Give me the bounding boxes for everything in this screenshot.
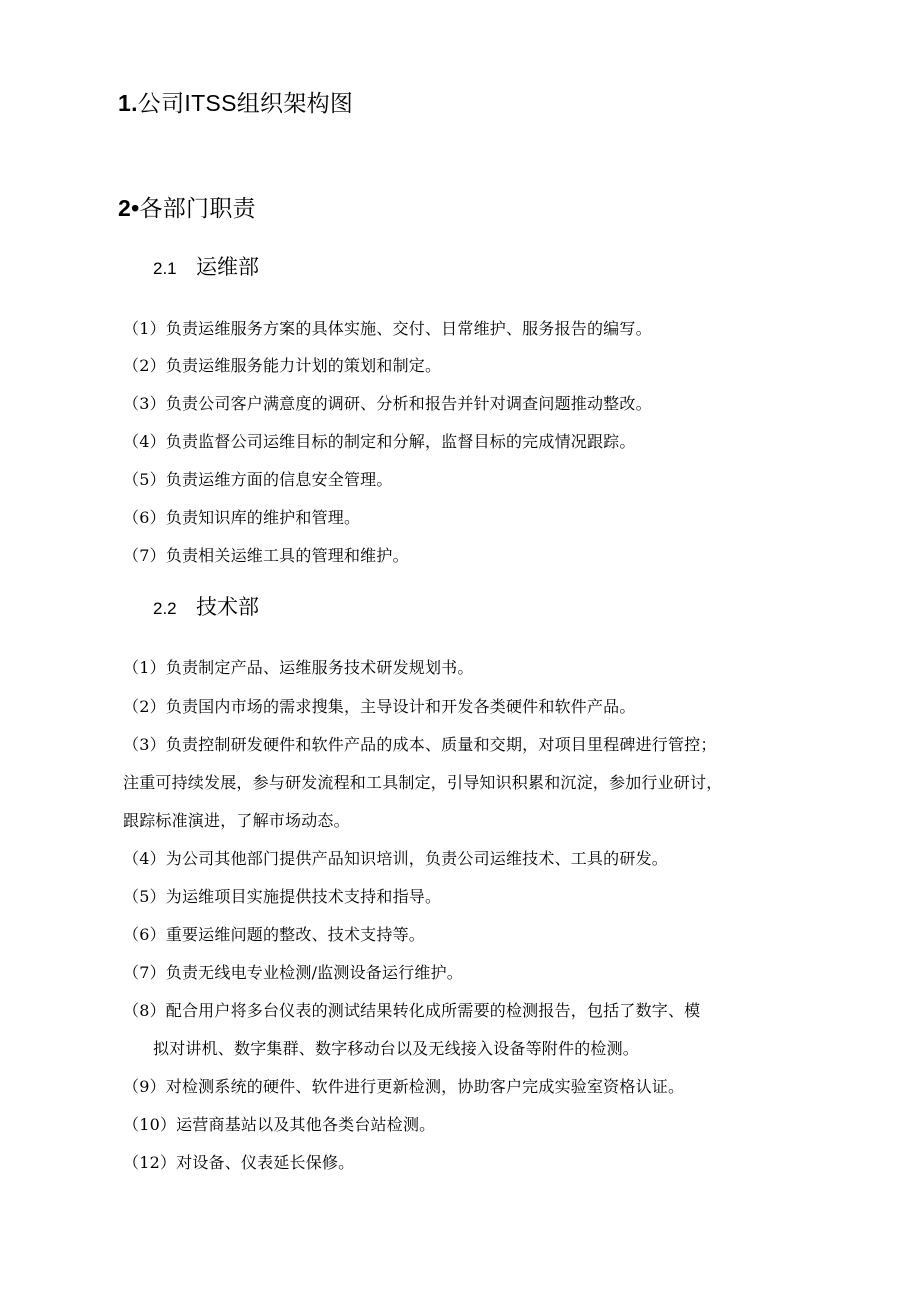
section-number: 2.2 (153, 599, 177, 618)
heading-1 (118, 88, 353, 118)
list-item: （1）负责运维服务方案的具体实施、交付、日常维护、服务报告的编写。 (123, 319, 652, 338)
list-item: （1）负责制定产品、运维服务技术研发规划书。 (123, 658, 474, 677)
heading-2 (118, 193, 256, 223)
list-item: （2）负责运维服务能力计划的策划和制定。 (123, 356, 442, 375)
list-item: （3）负责控制研发硬件和软件产品的成本、质量和交期，对项目里程碑进行管控； (123, 735, 717, 754)
list-item: （6）重要运维问题的整改、技术支持等。 (123, 925, 425, 944)
section-title: 运维部 (196, 256, 259, 279)
list-item: （4）为公司其他部门提供产品知识培训，负责公司运维技术、工具的研发。 (123, 849, 668, 868)
heading-1-number: 1 (118, 90, 132, 116)
list-item: （5）负责运维方面的信息安全管理。 (123, 470, 393, 489)
list-item: （2）负责国内市场的需求搜集，主导设计和开发各类硬件和软件产品。 (123, 697, 636, 716)
list-item: （6）负责知识库的维护和管理。 (123, 508, 361, 527)
list-item: （9）对检测系统的硬件、软件进行更新检测，协助客户完成实验室资格认证。 (123, 1077, 685, 1096)
list-item: （8）配合用户将多台仪表的测试结果转化成所需要的检测报告，包括了数字、模 (123, 1001, 701, 1020)
list-item-continuation: 拟对讲机、数字集群、数字移动台以及无线接入设备等附件的检测。 (153, 1039, 640, 1058)
list-item-continuation: 跟踪标准演进，了解市场动态。 (123, 811, 350, 830)
section-heading-operations (153, 254, 259, 283)
list-item: （3）负责公司客户满意度的调研、分析和报告并针对调查问题推动整改。 (123, 394, 652, 413)
list-item: （12）对设备、仪表延长保修。 (123, 1153, 355, 1172)
heading-1-separator: . (131, 90, 138, 116)
heading-2-text: 各部门职责 (139, 195, 256, 221)
list-item: （5）为运维项目实施提供技术支持和指导。 (123, 887, 442, 906)
list-item: （7）负责无线电专业检测/监测设备运行维护。 (123, 963, 463, 982)
heading-2-number: 2 (118, 195, 132, 221)
heading-1-text: 公司ITSS组织架构图 (137, 90, 354, 116)
list-item: （4）负责监督公司运维目标的制定和分解，监督目标的完成情况跟踪。 (123, 432, 636, 451)
list-item-continuation: 注重可持续发展，参与研发流程和工具制定，引导知识积累和沉淀，参加行业研讨， (123, 773, 723, 792)
list-item: （7）负责相关运维工具的管理和维护。 (123, 546, 409, 565)
section-number: 2.1 (153, 259, 177, 278)
heading-2-separator: • (131, 195, 140, 221)
list-item: （10）运营商基站以及其他各类台站检测。 (123, 1115, 436, 1134)
section-title: 技术部 (196, 596, 259, 619)
section-heading-technology (153, 594, 259, 623)
